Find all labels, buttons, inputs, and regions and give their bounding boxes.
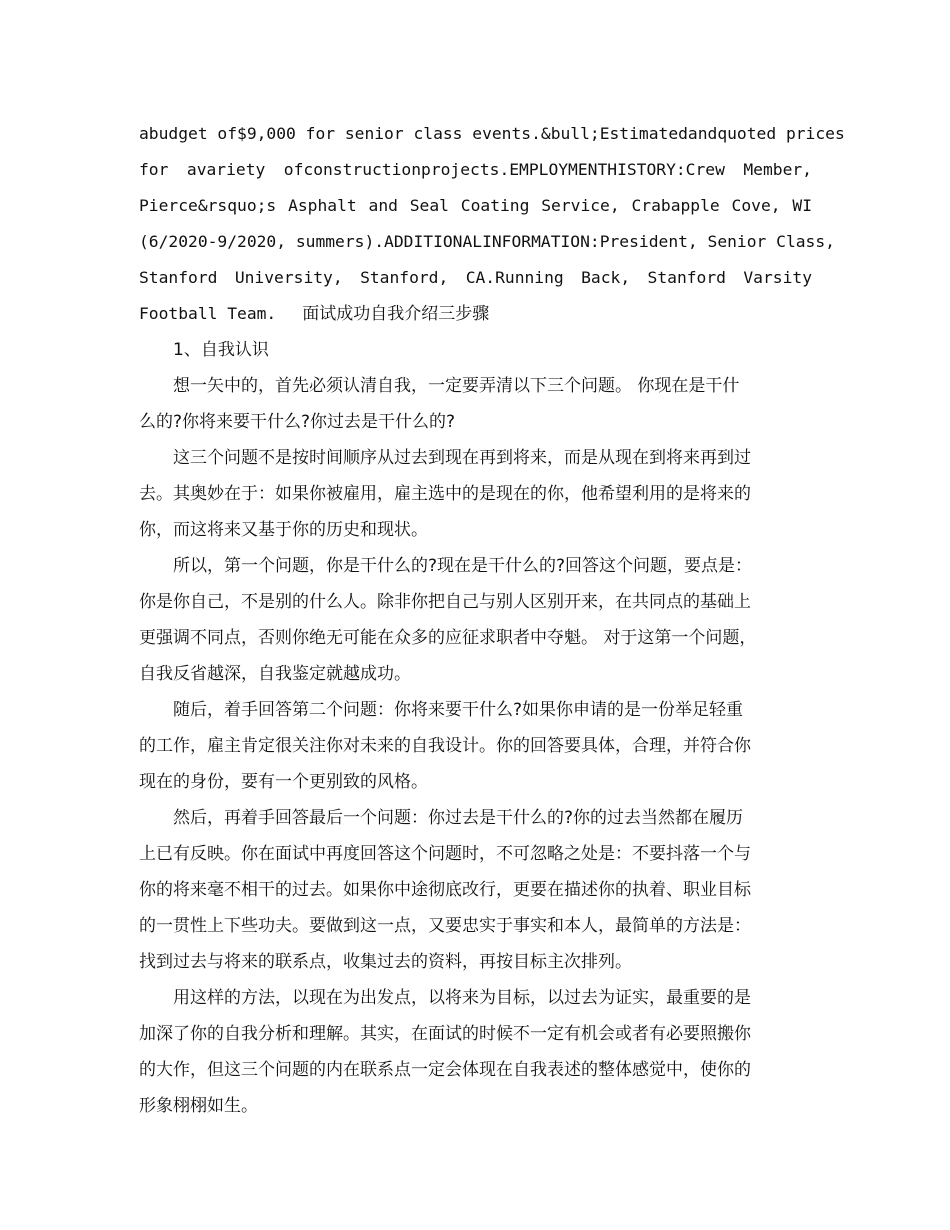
resume-line: abudget of$9,000 for senior class events.&bull;Estimatedandquoted prices <box>139 124 845 143</box>
paragraph-line: 你的将来毫不相干的过去。如果你中途彻底改行，更要在描述你的执着、职业目标 <box>139 880 751 900</box>
paragraph-line: 形象栩栩如生。 <box>139 1096 258 1116</box>
resume-line-last <box>139 296 812 332</box>
paragraph-line: 你，而这将来又基于你的历史和现状。 <box>139 520 428 540</box>
resume-line: Pierce&rsquo;s Asphalt and Seal Coating Service, Crabapple Cove, WI <box>139 196 812 215</box>
paragraph-line: 更强调不同点，否则你绝无可能在众多的应征求职者中夺魁。 对于这第一个问题， <box>139 628 757 648</box>
paragraph-line: 么的?你将来要干什么?你过去是干什么的? <box>139 412 456 432</box>
paragraph-line: 的一贯性上下些功夫。要做到这一点，又要忠实于事实和本人，最简单的方法是： <box>139 916 751 936</box>
paragraph-line: 的工作，雇主肯定很关注你对未来的自我设计。你的回答要具体，合理，并符合你 <box>139 736 751 756</box>
article-title: 面试成功自我介绍三步骤 <box>302 304 490 324</box>
resume-text-block <box>139 116 845 332</box>
paragraph-line: 用这样的方法，以现在为出发点，以将来为目标，以过去为证实，最重要的是 <box>173 988 751 1008</box>
paragraph <box>139 440 812 548</box>
paragraph <box>139 980 812 1124</box>
resume-line: (6/2020-9/2020, summers).ADDITIONALINFORMATION:President, Senior Class, <box>139 232 835 251</box>
resume-line: for avariety ofconstructionprojects.EMPLOYMENTHISTORY:Crew Member, <box>139 160 812 179</box>
paragraph-line: 现在的身份，要有一个更别致的风格。 <box>139 772 428 792</box>
paragraph-line: 加深了你的自我分析和理解。其实，在面试的时候不一定有机会或者有必要照搬你 <box>139 1024 751 1044</box>
paragraph-line: 所以，第一个问题，你是干什么的?现在是干什么的?回答这个问题，要点是： <box>173 556 753 576</box>
paragraph-line: 想一矢中的，首先必须认清自我，一定要弄清以下三个问题。 你现在是干什 <box>173 376 740 396</box>
document-page <box>139 116 845 1124</box>
paragraph-line: 然后，再着手回答最后一个问题：你过去是干什么的?你的过去当然都在履历 <box>173 808 744 828</box>
paragraph-line: 随后，着手回答第二个问题：你将来要干什么?如果你申请的是一份举足轻重 <box>173 700 744 720</box>
paragraph-line: 的大作，但这三个问题的内在联系点一定会体现在自我表述的整体感觉中，使你的 <box>139 1060 751 1080</box>
section-heading: 1、自我认识 <box>173 340 269 360</box>
paragraph-line: 你是你自己，不是别的什么人。除非你把自己与别人区别开来，在共同点的基础上 <box>139 592 751 612</box>
paragraph-line: 这三个问题不是按时间顺序从过去到现在再到将来，而是从现在到将来再到过 <box>173 448 751 468</box>
paragraph-line: 找到过去与将来的联系点，收集过去的资料，再按目标主次排列。 <box>139 952 632 972</box>
paragraph <box>139 692 812 800</box>
paragraph <box>139 548 812 692</box>
paragraph-line: 自我反省越深，自我鉴定就越成功。 <box>139 664 411 684</box>
paragraph-line: 去。其奥妙在于：如果你被雇用，雇主选中的是现在的你，他希望利用的是将来的 <box>139 484 751 504</box>
paragraph <box>139 800 812 980</box>
resume-line-end: Football Team. <box>139 304 277 323</box>
paragraph-line: 上已有反映。你在面试中再度回答这个问题时，不可忽略之处是：不要抖落一个与 <box>139 844 751 864</box>
resume-line: Stanford University, Stanford, CA.Running Back, Stanford Varsity <box>139 268 812 287</box>
paragraph <box>139 368 812 440</box>
